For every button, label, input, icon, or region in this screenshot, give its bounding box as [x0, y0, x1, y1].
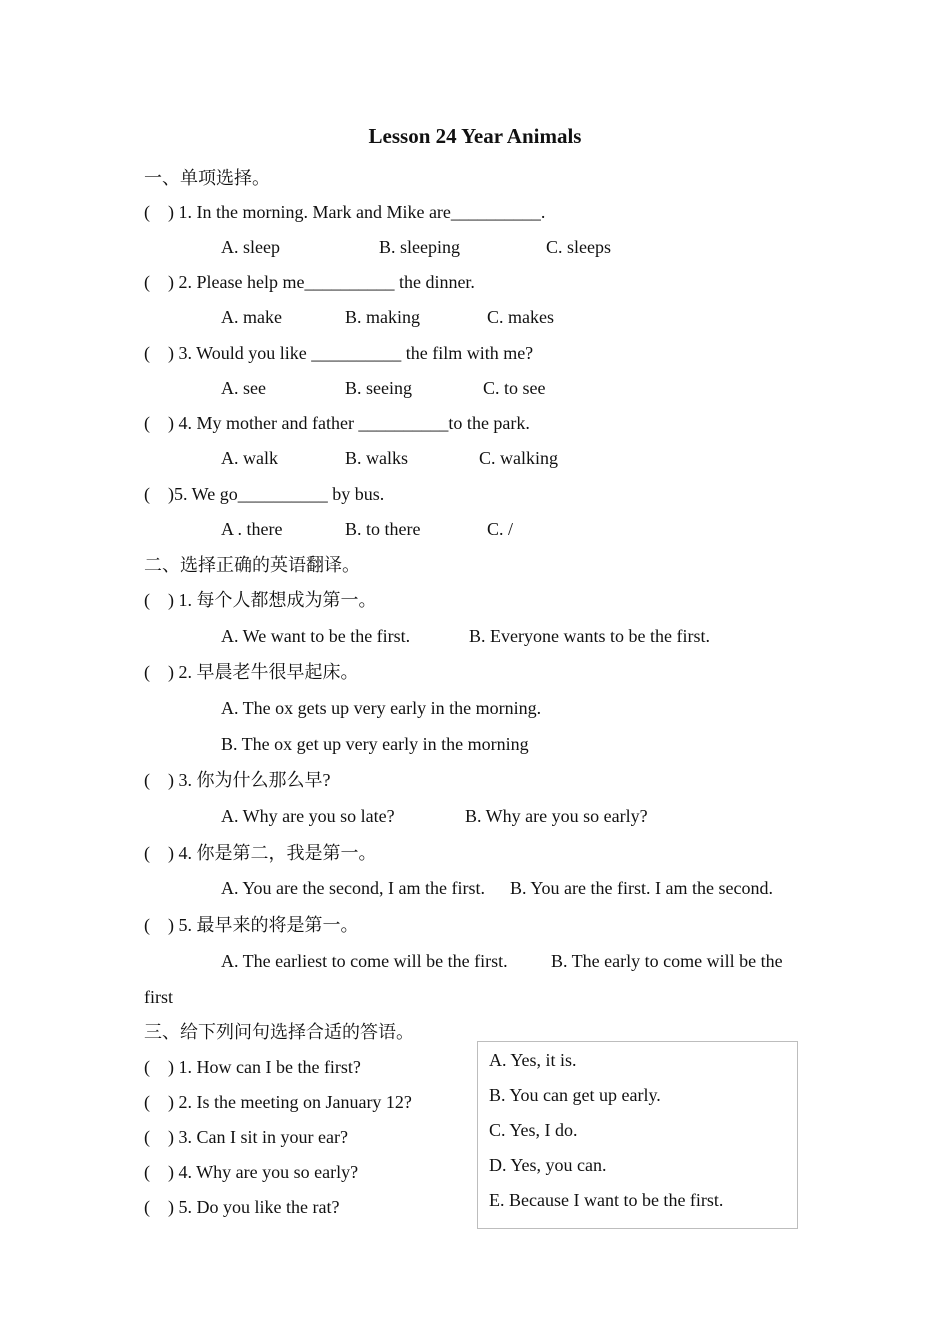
s1-q1-option-a: A. sleep	[221, 237, 280, 257]
s3-q3: ( ) 3. Can I sit in your ear?	[144, 1127, 348, 1147]
s1-q5-stem: ( )5. We go__________ by bus.	[144, 484, 385, 504]
s2-q2-option-a: A. The ox gets up very early in the morning.	[221, 698, 542, 718]
s1-q4-option-b: B. walks	[345, 448, 408, 468]
section3-heading: 三、给下列问句选择合适的答语。	[144, 1022, 414, 1042]
s2-q1-option-a: A. We want to be the first.	[221, 626, 411, 646]
s1-q3-option-a: A. see	[221, 378, 266, 398]
answer-option-c: C. Yes, I do.	[489, 1120, 578, 1140]
s1-q2-option-b: B. making	[345, 307, 420, 327]
s1-q2-option-a: A. make	[221, 307, 282, 327]
s2-q5-option-a: A. The earliest to come will be the first.	[221, 951, 508, 971]
s1-q1-stem: ( ) 1. In the morning. Mark and Mike are__________.	[144, 202, 546, 222]
s2-q3-stem: ( ) 3. 你为什么那么早?	[144, 770, 331, 790]
s3-q2: ( ) 2. Is the meeting on January 12?	[144, 1092, 412, 1112]
s2-q1-option-b: B. Everyone wants to be the first.	[469, 626, 710, 646]
s1-q5-option-c: C. /	[487, 519, 514, 539]
s2-q5-option-b-wrap: first	[144, 987, 173, 1007]
s3-q5: ( ) 5. Do you like the rat?	[144, 1197, 340, 1217]
s3-q1: ( ) 1. How can I be the first?	[144, 1057, 361, 1077]
s2-q3-option-a: A. Why are you so late?	[221, 806, 395, 826]
s2-q4-option-a: A. You are the second, I am the first.	[221, 878, 485, 898]
page-title: Lesson 24 Year Animals	[368, 124, 582, 148]
s1-q3-option-b: B. seeing	[345, 378, 412, 398]
s2-q2-stem: ( ) 2. 早晨老牛很早起床。	[144, 662, 359, 682]
s1-q4-option-a: A. walk	[221, 448, 278, 468]
s1-q3-option-c: C. to see	[483, 378, 546, 398]
s2-q1-stem: ( ) 1. 每个人都想成为第一。	[144, 590, 377, 610]
section1-heading: 一、单项选择。	[144, 168, 270, 188]
s1-q3-stem: ( ) 3. Would you like __________ the film with me?	[144, 343, 534, 363]
answer-option-b: B. You can get up early.	[489, 1085, 661, 1105]
answer-option-e: E. Because I want to be the first.	[489, 1190, 724, 1210]
answer-options-box	[477, 1041, 798, 1229]
s2-q4-option-b: B. You are the first. I am the second.	[510, 878, 773, 898]
s2-q5-stem: ( ) 5. 最早来的将是第一。	[144, 915, 359, 935]
s2-q4-stem: ( ) 4. 你是第二，我是第一。	[144, 843, 377, 863]
s1-q1-option-c: C. sleeps	[546, 237, 611, 257]
s1-q2-stem: ( ) 2. Please help me__________ the dinner.	[144, 272, 475, 292]
answer-option-d: D. Yes, you can.	[489, 1155, 607, 1175]
s2-q2-option-b: B. The ox get up very early in the morning	[221, 734, 529, 754]
s1-q4-stem: ( ) 4. My mother and father __________to the park.	[144, 413, 530, 433]
s3-q4: ( ) 4. Why are you so early?	[144, 1162, 359, 1182]
s2-q3-option-b: B. Why are you so early?	[465, 806, 648, 826]
s1-q1-option-b: B. sleeping	[379, 237, 460, 257]
section2-heading: 二、选择正确的英语翻译。	[144, 555, 360, 575]
answer-option-a: A. Yes, it is.	[489, 1050, 577, 1070]
s1-q4-option-c: C. walking	[479, 448, 558, 468]
s2-q5-option-b: B. The early to come will be the	[551, 951, 783, 971]
s1-q5-option-a: A . there	[221, 519, 283, 539]
s1-q2-option-c: C. makes	[487, 307, 554, 327]
s1-q5-option-b: B. to there	[345, 519, 421, 539]
